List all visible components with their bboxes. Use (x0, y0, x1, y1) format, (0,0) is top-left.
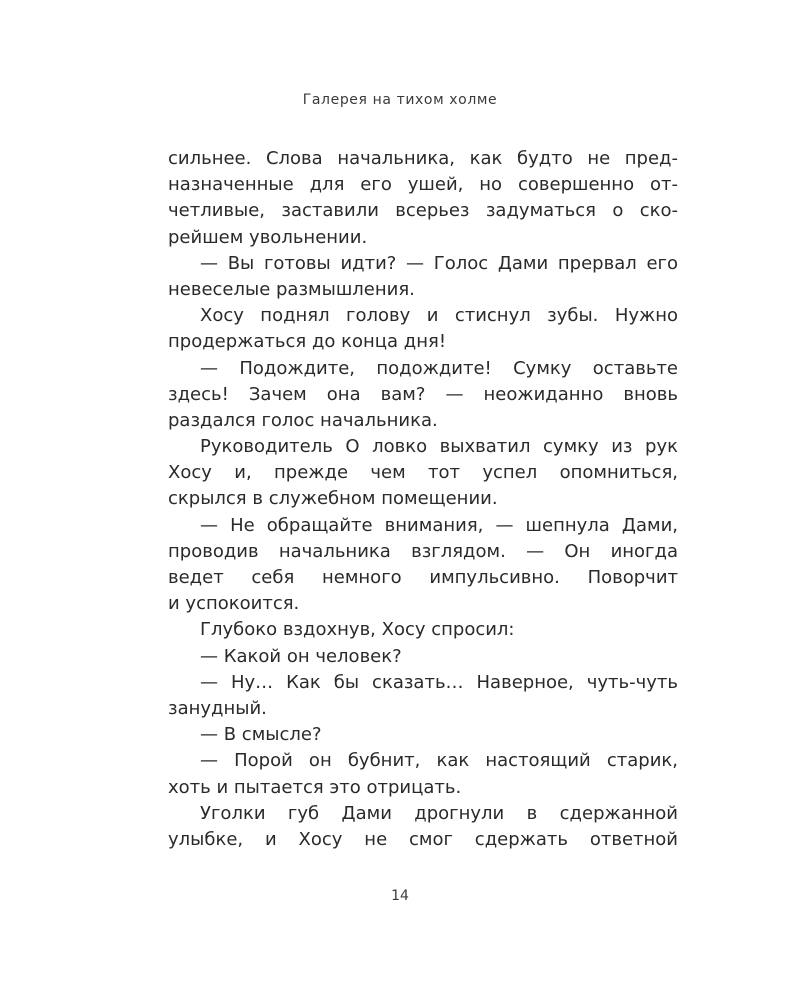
text-line: Уголки губ Дами дрогнули в сдержанной (200, 802, 678, 824)
text-line: занудный. (168, 697, 267, 719)
text-line: раздался голос начальника. (168, 409, 438, 431)
text-line: Хосу и, прежде чем тот успел опомниться, (168, 462, 678, 484)
text-line: скрылся в служебном помещении. (168, 488, 498, 510)
text-line: продержаться до конца дня! (168, 331, 447, 353)
text-line: — Подождите, подождите! Сумку оставьте (200, 357, 678, 379)
text-line: ведет себя немного импульсивно. Поворчит (168, 567, 678, 588)
text-line: здесь! Зачем она вам? — неожиданно вновь (168, 383, 678, 405)
text-line: четливые, заставили всерьез задуматься о ско- (168, 200, 678, 222)
text-line: — Какой он человек? (200, 645, 402, 667)
text-line: невеселые размышления. (168, 278, 415, 300)
text-line: сильнее. Слова начальника, как будто не пред- (168, 148, 678, 169)
text-line: назначенные для его ушей, но совершенно от- (168, 174, 678, 196)
text-line: — В смысле? (200, 724, 322, 746)
text-line: Хосу поднял голову и стиснул зубы. Нужно (200, 305, 678, 327)
text-line: проводив начальника взглядом. — Он иногда (168, 540, 678, 562)
text-line: Глубоко вздохнув, Хосу спросил: (200, 619, 515, 641)
text-line: — Порой он бубнит, как настоящий старик, (200, 750, 678, 772)
page-number: 14 (391, 888, 409, 904)
text-line: и успокоится. (168, 593, 300, 615)
text-line: Руководитель О ловко выхватил сумку из рук (200, 436, 678, 458)
running-header: Галерея на тихом холме (302, 92, 498, 108)
text-line: хоть и пытается это отрицать. (168, 776, 462, 798)
text-line: улыбке, и Хосу не смог сдержать ответной (168, 828, 678, 850)
text-line: — Вы готовы идти? — Голос Дами прервал его (200, 252, 678, 274)
text-line: — Ну… Как бы сказать… Наверное, чуть-чуть (200, 671, 678, 693)
body-text (168, 146, 678, 853)
text-line: — Не обращайте внимания, — шепнула Дами, (200, 514, 678, 536)
text-line: рейшем увольнении. (168, 226, 368, 248)
